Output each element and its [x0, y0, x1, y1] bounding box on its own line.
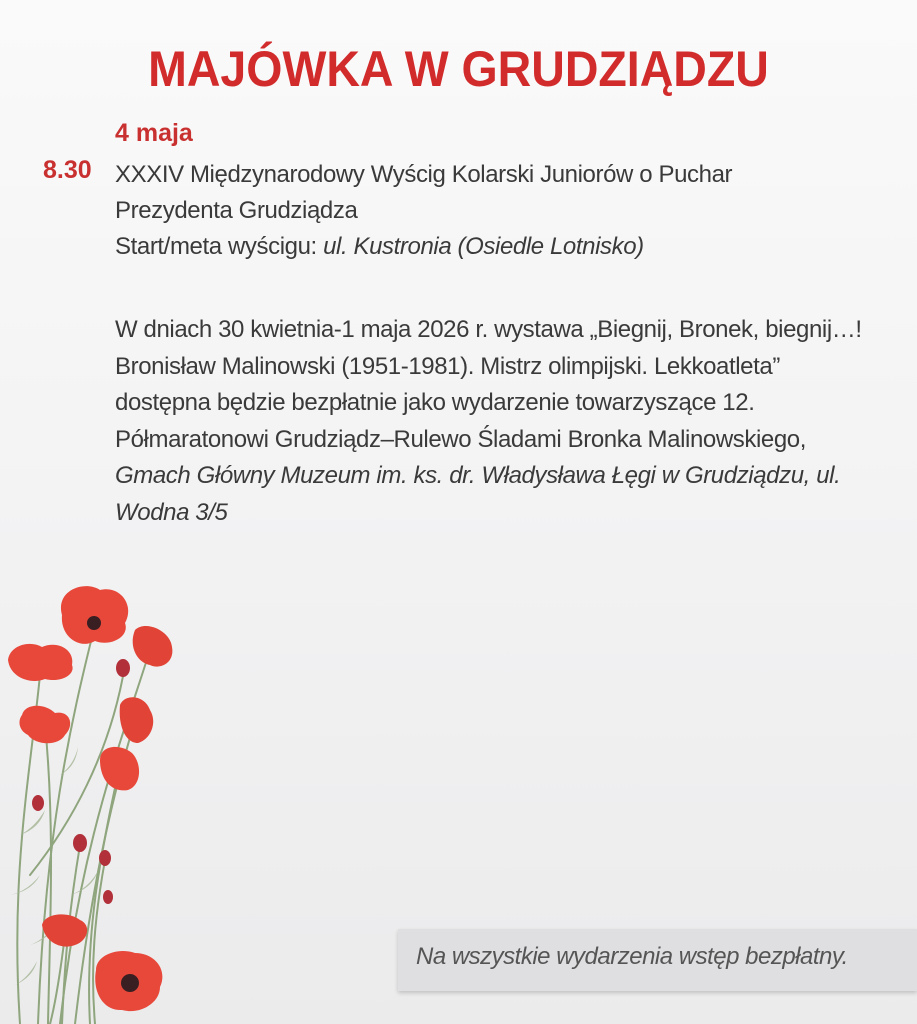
page-title: MAJÓWKA W GRUDZIĄDZU — [148, 41, 769, 97]
free-entry-banner — [398, 929, 917, 991]
event-title-line2: Prezydenta Grudziądza — [115, 197, 358, 224]
exhibition-place: Gmach Główny Muzeum im. ks. dr. Władysława Łęgi w Grudziądzu, ul. Wodna 3/5 — [115, 462, 841, 526]
event-date: 4 maja — [115, 119, 193, 147]
event-start-place: ul. Kustronia (Osiedle Lotnisko) — [323, 233, 644, 260]
free-entry-note: Na wszystkie wydarzenia wstęp bezpłatny. — [416, 943, 848, 970]
event-start-line — [115, 229, 855, 265]
event-time: 8.30 — [43, 156, 92, 184]
event-description — [115, 157, 855, 265]
exhibition-text: W dniach 30 kwietnia-1 maja 2026 r. wystawa „Biegnij, Bronek, biegnij…! Bronisław Malinowski (1951-1981). Mistrz olimpijski. Lekkoatleta” dostępna będzie bezpłatnie jako wydarzenie towarzyszące 12. Półmaratonowi Grudziądz–Rulewo Śladami Bronka Malinowskiego, — [115, 316, 862, 453]
event-start-label: Start/meta wyścigu: — [115, 233, 324, 260]
event-title-line1: XXXIV Międzynarodowy Wyścig Kolarski Juniorów o Puchar — [115, 161, 733, 188]
exhibition-paragraph — [115, 312, 875, 531]
poppy-flowers-icon — [0, 575, 190, 1024]
